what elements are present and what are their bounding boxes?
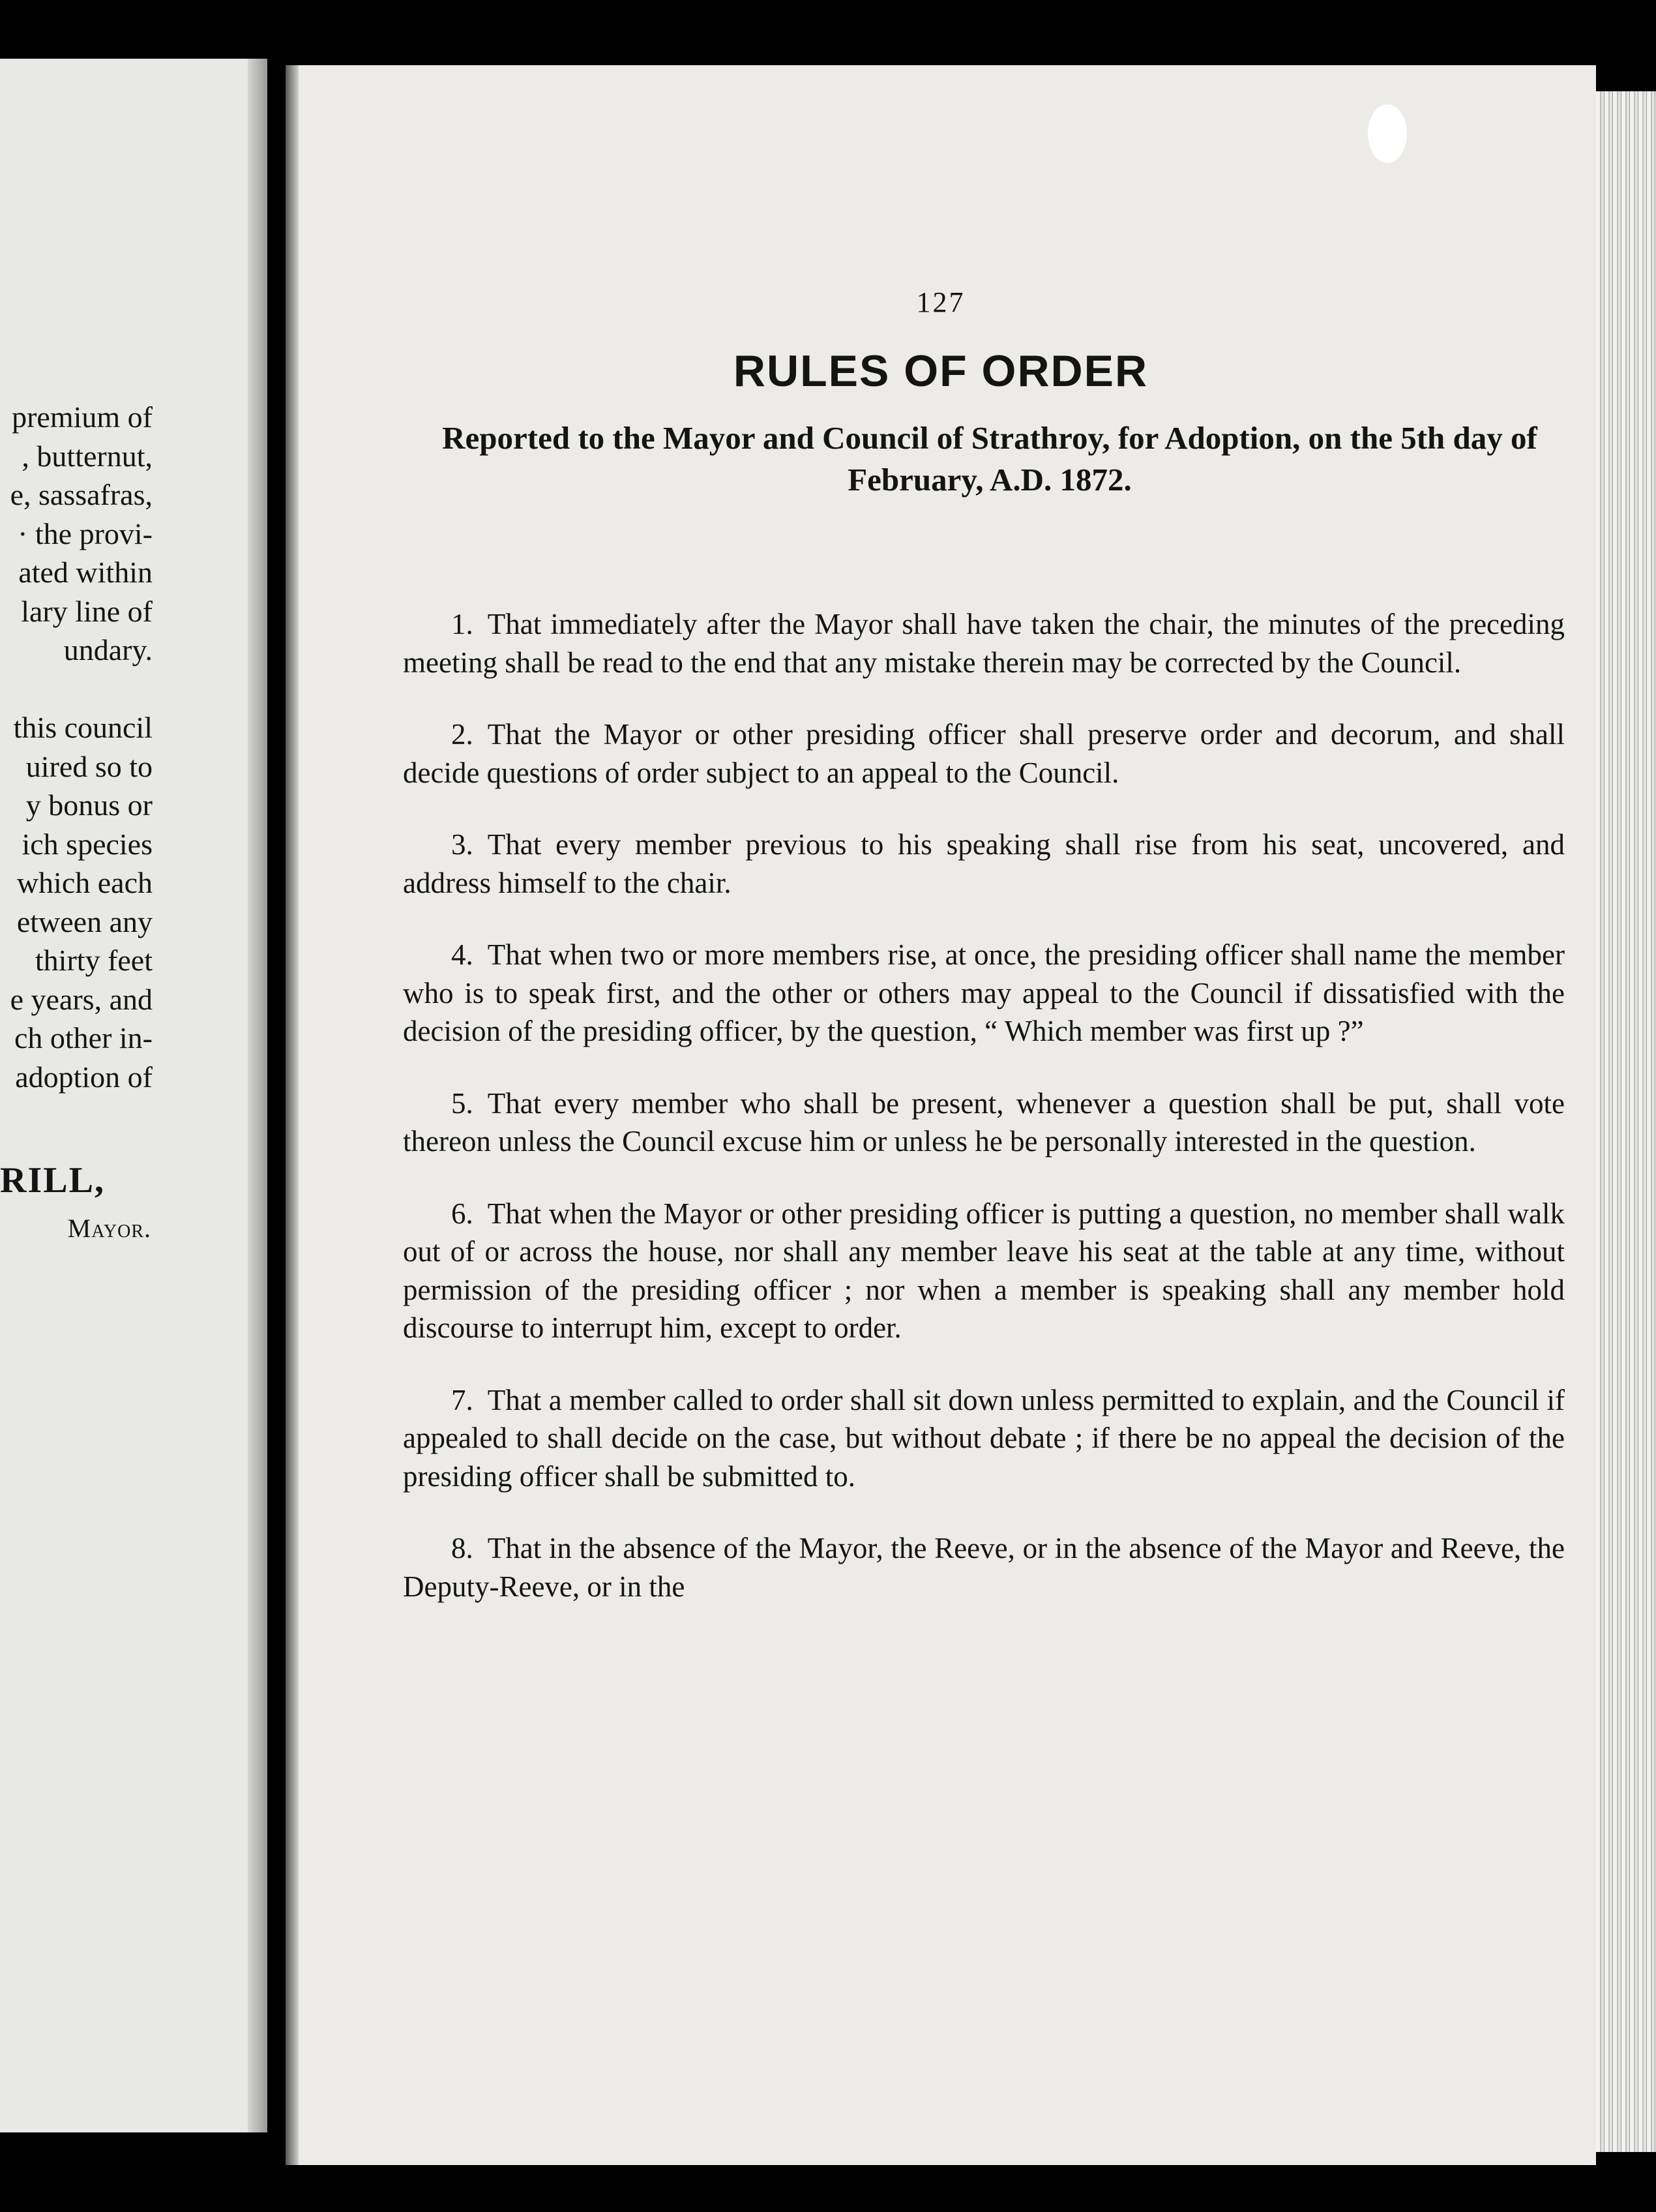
left-line: premium of [12,400,153,434]
left-page [0,59,267,2132]
rule-text: That when the Mayor or other presiding officer is putting a question, no member shall walk out of or across the house, nor shall any member leave his seat at the table at any time, without permission of the presiding officer ; nor when a member is speaking shall any member hold discourse to interrupt him, except to order. [403,1197,1565,1344]
rule-number: 5. [451,1086,473,1120]
rule-item [403,1381,1565,1496]
right-page [286,65,1596,2165]
left-line: y bonus or [25,788,153,822]
rule-item [403,1195,1565,1347]
rule-item [403,1084,1565,1161]
rule-text: That every member previous to his speaking shall rise from his seat, uncovered, and address himself to the chair. [403,828,1565,899]
left-line: uired so to [25,749,153,783]
left-line: ch other in- [14,1021,153,1054]
rule-text: That the Mayor or other presiding officer shall preserve order and decorum, and shall decide questions of order subject to an appeal to the Council. [403,718,1565,789]
rule-number: 2. [451,718,473,751]
rule-text: That immediately after the Mayor shall have taken the chair, the minutes of the preceding meeting shall be read to the end that any mistake therein may be corrected by the Council. [403,608,1565,679]
page-subtitle: Reported to the Mayor and Council of Strathroy, for Adoption, on the 5th day of February, A.D. 1872. [442,420,1537,498]
left-line: this council [13,711,153,744]
left-signature: RILL, [0,1160,105,1201]
rule-number: 3. [451,828,473,861]
page-title: RULES OF ORDER [733,346,1149,396]
rule-item [403,936,1565,1051]
left-line: etween any [16,904,153,938]
left-signature-title: Mayor. [67,1214,151,1243]
rules-list [403,605,1565,1639]
page-stack-edges [1596,91,1656,2152]
rule-number: 6. [451,1197,473,1230]
left-line: undary. [63,633,153,666]
rule-item [403,715,1565,792]
rule-number: 4. [451,938,473,971]
left-line: , butternut, [22,439,153,473]
left-line: e, sassafras, [10,478,153,511]
left-line: lary line of [21,594,153,628]
rule-text: That in the absence of the Mayor, the Reeve, or in the absence of the Mayor and Reeve, the Deputy-Reeve, or in the [403,1532,1565,1603]
rule-text: That every member who shall be present, whenever a question shall be put, shall vote thereon unless the Council excuse him or unless he be personally interested in the question. [403,1086,1565,1158]
page-number: 127 [916,286,966,318]
left-line: · the provi- [18,516,153,550]
rule-number: 7. [451,1383,473,1416]
left-line: adoption of [15,1060,153,1094]
rule-number: 1. [451,608,473,640]
rule-number: 8. [451,1532,473,1564]
left-page-text [0,398,153,1096]
left-line: ich species [22,827,153,861]
rule-item [403,605,1565,681]
left-gutter-shadow [248,59,267,2132]
rule-text: That a member called to order shall sit down unless permitted to explain, and the Council if appealed to shall decide on the case, but without debate ; if there be no appeal the decision of the presiding officer shall be submitted to. [403,1383,1565,1493]
left-line: e years, and [10,982,153,1016]
rule-item [403,1529,1565,1606]
left-line [0,670,153,709]
paper-stain [1368,104,1407,163]
rule-item [403,826,1565,902]
left-line: which each [16,866,153,899]
rule-text: That when two or more members rise, at once, the presiding officer shall name the member who is to speak first, and the other or others may appeal to the Council if dissatisfied with the decision of the presiding officer, by the question, “ Which member was first up ?” [403,938,1565,1047]
left-line: ated within [18,556,153,589]
left-line: thirty feet [35,944,153,977]
